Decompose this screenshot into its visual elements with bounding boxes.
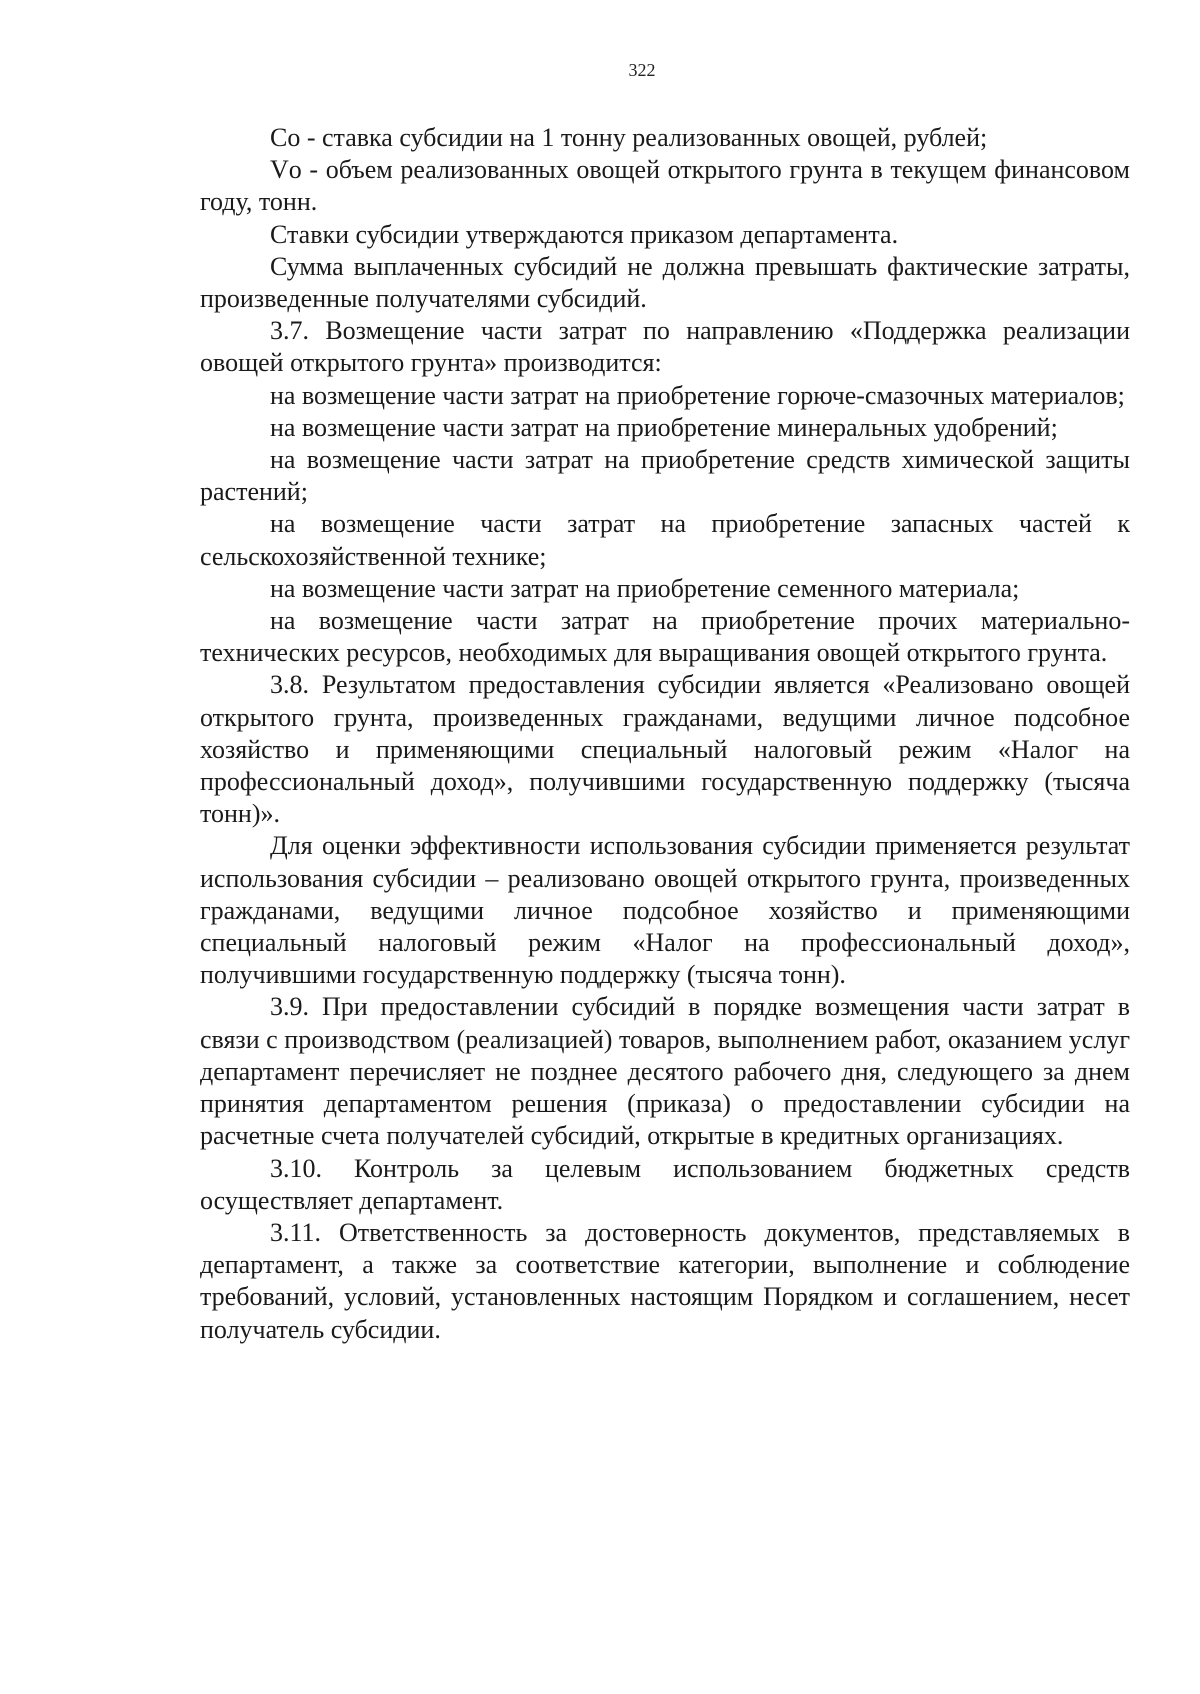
paragraph-3-8: 3.8. Результатом предоставления субсидии является «Реализовано овощей открытого грунта, произведенных гражданами, ведущими личное подсобное хозяйство и применяющими специальный налоговый режим «Налог на профессиональный доход», получившими государственную поддержку (тысяча тонн)».	[200, 670, 1130, 829]
paragraph-3-7: 3.7. Возмещение части затрат по направлению «Поддержка реализации овощей открытого грунта» производится:	[200, 316, 1130, 378]
paragraph-rates-approval: Ставки субсидии утверждаются приказом департамента.	[270, 219, 899, 249]
document-body	[200, 122, 1130, 1346]
list-item-spare-parts: на возмещение части затрат на приобретение запасных частей к сельскохозяйственной технике;	[200, 509, 1130, 571]
list-item-seeds: на возмещение части затрат на приобретение семенного материала;	[270, 573, 1020, 603]
paragraph-3-9: 3.9. При предоставлении субсидий в порядке возмещения части затрат в связи с производством (реализацией) товаров, выполнением работ, оказанием услуг департамент перечисляет не позднее десятого рабочего дня, следующего за днем принятия департаментом решения (приказа) о предоставлении субсидии на расчетные счета получателей субсидий, открытые в кредитных организациях.	[200, 992, 1130, 1151]
paragraph-efficiency: Для оценки эффективности использования субсидии применяется результат использования субсидии – реализовано овощей открытого грунта, произведенных гражданами, ведущими личное подсобное хозяйство и применяющими специальный налоговый режим «Налог на профессиональный доход», получившими государственную поддержку (тысяча тонн).	[200, 831, 1130, 990]
page-number: 322	[628, 60, 656, 80]
list-item-fertilizers: на возмещение части затрат на приобретение минеральных удобрений;	[270, 412, 1058, 442]
paragraph-volume: Vо - объем реализованных овощей открытого грунта в текущем финансовом году, тонн.	[200, 155, 1130, 217]
list-item-plant-protection: на возмещение части затрат на приобретение средств химической защиты растений;	[200, 445, 1130, 507]
paragraph-subsidy-rate: Со - ставка субсидии на 1 тонну реализованных овощей, рублей;	[270, 123, 988, 152]
paragraph-3-10: 3.10. Контроль за целевым использованием бюджетных средств осуществляет департамент.	[200, 1153, 1130, 1215]
paragraph-sum-limit: Сумма выплаченных субсидий не должна превышать фактические затраты, произведенные получателями субсидий.	[200, 251, 1130, 314]
paragraph-3-11: 3.11. Ответственность за достоверность документов, представляемых в департамент, а также за соответствие категории, выполнение и соблюдение требований, условий, установленных настоящим Порядком и соглашением, несет получатель субсидии.	[200, 1217, 1130, 1344]
list-item-other-resources: на возмещение части затрат на приобретение прочих материально-технических ресурсов, необходимых для выращивания овощей открытого грунта.	[200, 606, 1130, 668]
list-item-fuel: на возмещение части затрат на приобретение горюче-смазочных материалов;	[270, 380, 1125, 410]
